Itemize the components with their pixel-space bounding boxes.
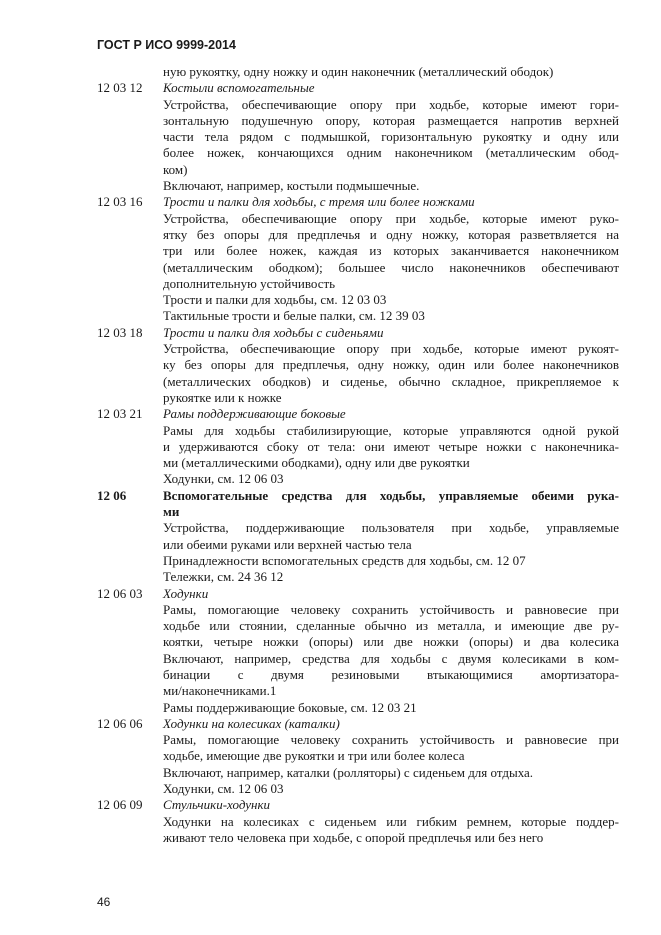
- text-line: ми: [163, 504, 180, 520]
- entry-text: [163, 64, 619, 80]
- document-header: ГОСТ Р ИСО 9999-2014: [97, 38, 236, 52]
- text-line: Рамы, помогающие человеку сохранить устойчивость и равновесие при: [163, 732, 619, 748]
- entry-text: [163, 586, 619, 716]
- page-number: 46: [97, 895, 111, 909]
- classification-entry: [97, 64, 619, 80]
- entry-text: [163, 797, 619, 846]
- text-line: Включают, например, средства для ходьбы с двумя колесиками в ком-: [163, 650, 619, 666]
- text-line: (металлических ободков) и сиденье, обычно складное, прикрепляемое к: [163, 373, 619, 389]
- classification-entry: [97, 406, 619, 487]
- entry-code: [97, 64, 163, 80]
- entry-code: 12 03 21: [97, 406, 143, 422]
- text-line: (металлическим ободком); большее число наконечников обеспечивают: [163, 259, 619, 275]
- text-line: ком): [163, 161, 188, 177]
- entry-text: [163, 488, 619, 586]
- entry-title: Рамы поддерживающие боковые: [163, 406, 346, 422]
- entry-code: 12 06: [97, 487, 127, 503]
- text-line: ми (металлическими ободками), одну или две рукоятки: [163, 455, 470, 471]
- classification-entry: [97, 488, 619, 586]
- text-line: бинации с двумя резиновыми втыкающимися амортизатора-: [163, 666, 619, 682]
- text-line: рукоятке или к ножке: [163, 389, 282, 405]
- classification-entry: [97, 194, 619, 324]
- classification-entry: [97, 716, 619, 797]
- text-line: части тела рядом с подмышкой, горизонтальную рукоятку и одну или: [163, 129, 619, 145]
- text-line: ходьбе или стоянии, сделанные обычно из металла, и имеющие две ру-: [163, 618, 619, 634]
- classification-entry: [97, 325, 619, 406]
- text-line: Ходунки, см. 12 06 03: [163, 471, 284, 487]
- text-line: дополнительную устойчивость: [163, 275, 336, 291]
- text-line: Трости и палки для ходьбы, см. 12 03 03: [163, 292, 387, 308]
- text-line: ми/наконечниками.1: [163, 683, 277, 699]
- classification-entry: [97, 586, 619, 716]
- text-line: три или более ножек, каждая из которых заканчивается наконечником: [163, 243, 619, 259]
- text-line: Рамы поддерживающие боковые, см. 12 03 21: [163, 699, 417, 715]
- classification-entry: [97, 80, 619, 194]
- text-line: живают тело человека при ходьбе, с опорой предплечья или без него: [163, 829, 544, 845]
- entry-text: [163, 80, 619, 194]
- entry-title: Трости и палки для ходьбы, с тремя или более ножками: [163, 194, 475, 210]
- entry-title: Ходунки на колесиках (каталки): [163, 715, 340, 731]
- text-line: ку без опоры для предплечья, одну ножку, один или более наконечников: [163, 357, 619, 373]
- text-line: ходьбе, имеющие две рукоятки и три или более колеса: [163, 748, 465, 764]
- entry-title: Костыли вспомогательные: [163, 80, 315, 96]
- entry-code: 12 03 18: [97, 324, 143, 340]
- entry-text: [163, 325, 619, 406]
- text-line: Тележки, см. 24 36 12: [163, 569, 284, 585]
- text-line: и удерживаются сбоку от тела: они имеют четыре ножки с наконечника-: [163, 438, 619, 454]
- entry-text: [163, 716, 619, 797]
- entry-title: Стульчики-ходунки: [163, 797, 271, 813]
- text-line: Вспомогательные средства для ходьбы, управляемые обеими рука-: [163, 487, 619, 503]
- document-body: [97, 64, 619, 846]
- text-line: Ходунки, см. 12 06 03: [163, 781, 284, 797]
- text-line: зонтальную подушечную опору, которая размещается напротив верхней: [163, 112, 619, 128]
- entry-code: 12 06 06: [97, 715, 143, 731]
- text-line: ную рукоятку, одну ножку и один наконечник (металлический ободок): [163, 64, 554, 79]
- text-line: Рамы, помогающие человеку сохранить устойчивость и равновесие при: [163, 601, 619, 617]
- text-line: Рамы для ходьбы стабилизирующие, которые управляются одной рукой: [163, 422, 619, 438]
- text-line: коятки, четыре ножки (опоры) или две ножки (опоры) и два колесика: [163, 634, 619, 650]
- text-line: Устройства, обеспечивающие опору при ходьбе, которые имеют гори-: [163, 96, 619, 112]
- classification-entry: [97, 797, 619, 846]
- text-line: Включают, например, костыли подмышечные.: [163, 178, 420, 194]
- entry-code: 12 06 03: [97, 585, 143, 601]
- entry-title: Трости и палки для ходьбы с сиденьями: [163, 324, 384, 340]
- entry-code: 12 06 09: [97, 797, 143, 813]
- entry-code: 12 03 12: [97, 80, 143, 96]
- text-line: Принадлежности вспомогательных средств для ходьбы, см. 12 07: [163, 552, 526, 568]
- entry-text: [163, 194, 619, 324]
- entry-text: [163, 406, 619, 487]
- text-line: Устройства, обеспечивающие опору при ходьбе, которые имеют рукоят-: [163, 341, 619, 357]
- text-line: Ходунки на колесиках с сиденьем или гибким ремнем, которые поддер-: [163, 813, 619, 829]
- text-line: ятку без опоры для предплечья и одну ножку, которая разветвляется на: [163, 226, 619, 242]
- entry-title: Ходунки: [163, 585, 209, 601]
- entry-code: 12 03 16: [97, 194, 143, 210]
- text-line: более ножек, кончающихся одним наконечником (металлическим обод-: [163, 145, 619, 161]
- text-line: или обеими руками или верхней частью тела: [163, 536, 412, 552]
- text-line: Устройства, поддерживающие пользователя при ходьбе, управляемые: [163, 520, 619, 536]
- text-line: Включают, например, каталки (ролляторы) с сиденьем для отдыха.: [163, 764, 534, 780]
- text-line: Тактильные трости и белые палки, см. 12 39 03: [163, 308, 425, 324]
- text-line: Устройства, обеспечивающие опору при ходьбе, которые имеют руко-: [163, 210, 619, 226]
